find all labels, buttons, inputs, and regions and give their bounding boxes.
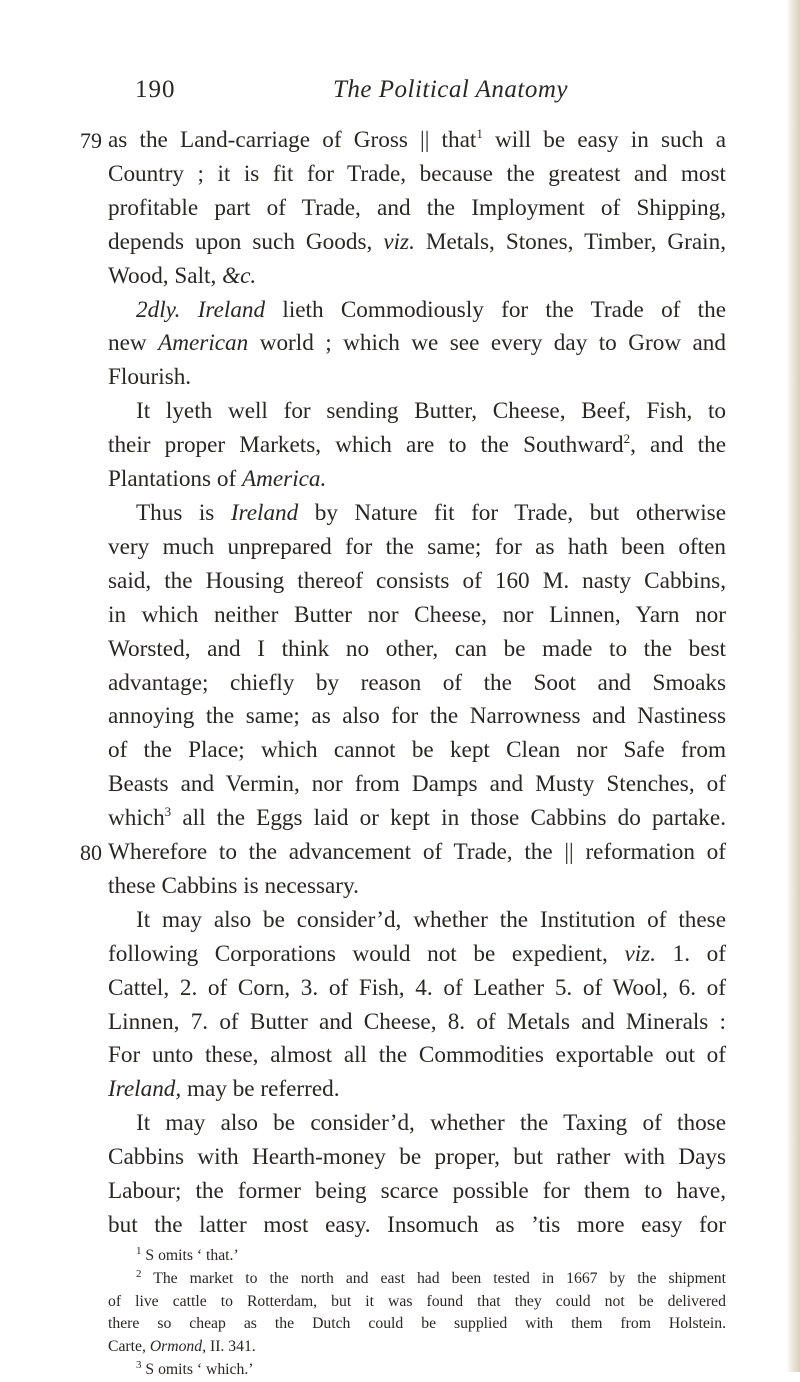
text-line: It may also be consider’d, whether the Taxing of those: [136, 1110, 726, 1137]
text-run: new: [108, 330, 159, 357]
footnote-2-line: [108, 1336, 726, 1359]
footnote-text: Carte,: [108, 1338, 150, 1356]
running-title: The Political Anatomy: [333, 76, 569, 103]
text-line: very much unprepared for the same; for as hath been often: [108, 533, 726, 560]
text-run: by Nature fit for Trade, but otherwise: [298, 499, 726, 526]
italic-text: viz.: [383, 228, 415, 255]
footnote-marker: 1: [136, 1245, 142, 1257]
text-line: Worsted, and I think no other, can be made to the best: [108, 635, 726, 662]
text-run: Plantations of: [108, 466, 242, 493]
text-line: [108, 497, 726, 531]
italic-text: 2dly. Ireland: [136, 296, 266, 323]
text-run: following Corporations would not be expedient,: [108, 940, 625, 967]
text-line: [108, 226, 726, 260]
text-line: Country ; it is fit for Trade, because the greatest and most: [108, 160, 726, 187]
footnote-ref-1: 1: [476, 126, 483, 141]
text-run: which: [108, 805, 165, 832]
italic-text: Ireland: [230, 499, 299, 526]
text-line: [108, 463, 726, 497]
text-line: Beasts and Vermin, nor from Damps and Musty Stenches, of: [108, 771, 726, 798]
footnote-1: [108, 1245, 726, 1268]
text-line: For unto these, almost all the Commodities exportable out of: [108, 1042, 726, 1069]
margin-number-80: 80: [80, 840, 102, 866]
text-line: [108, 1073, 726, 1107]
text-line: in which neither Butter nor Cheese, nor Linnen, Yarn nor: [108, 601, 726, 628]
italic-text: viz.: [624, 940, 657, 967]
text-line: [108, 294, 726, 328]
page-header: [135, 76, 735, 116]
footnote-3: [108, 1359, 726, 1382]
text-run: depends upon such Goods,: [108, 228, 384, 255]
text-run: lieth Commodiously for the Trade of the: [265, 296, 726, 323]
text-line: profitable part of Trade, and the Imployment of Shipping,: [108, 194, 726, 221]
text-run: 1. of: [656, 940, 726, 967]
text-line: [108, 802, 726, 836]
footnote-2-line: of live cattle to Rotterdam, but it was found that they could not be delivered: [108, 1292, 726, 1310]
text-run: Wherefore to the advancement of Trade, the || reformation of: [108, 839, 726, 866]
text-line: Cattel, 2. of Corn, 3. of Fish, 4. of Leather 5. of Wool, 6. of: [108, 974, 726, 1001]
text-line: [108, 429, 726, 463]
text-run: Thus is: [136, 499, 231, 526]
text-run: may be referred.: [181, 1076, 340, 1103]
text-line: these Cabbins is necessary.: [108, 872, 359, 899]
footnote-marker: 3: [136, 1358, 142, 1371]
text-line: but the latter most easy. Insomuch as ’tis more easy for: [108, 1212, 726, 1238]
text-line: Labour; the former being scarce possible for them to have,: [108, 1178, 726, 1205]
italic-text: Ormond,: [149, 1338, 207, 1356]
text-run: their proper Markets, which are to the Southward: [108, 432, 624, 459]
footnote-text: S omits ‘ which.’: [141, 1360, 254, 1378]
text-line: Cabbins with Hearth-money be proper, but rather with Days: [108, 1144, 726, 1171]
text-line: advantage; chiefly by reason of the Soot and Smoaks: [108, 669, 726, 696]
footnote-marker: 2: [136, 1267, 142, 1280]
footnote-text: II. 341.: [206, 1338, 256, 1356]
text-line: [80, 124, 726, 158]
text-run: Metals, Stones, Timber, Grain,: [414, 228, 726, 255]
text-run: , and the: [630, 432, 726, 459]
footnote-ref-3: 3: [164, 804, 172, 820]
text-run: world ; which we see every day to Grow and: [248, 330, 726, 357]
footnote-ref-2: 2: [623, 431, 631, 447]
main-text: [80, 124, 726, 1243]
text-run: Wood, Salt,: [108, 262, 223, 289]
italic-text: Ireland,: [108, 1076, 182, 1103]
footnote-2: [108, 1268, 726, 1291]
text-line: [108, 938, 726, 972]
text-line: Linnen, 7. of Butter and Cheese, 8. of Metals and Minerals :: [108, 1008, 726, 1035]
footnote-text: S omits ‘ that.’: [141, 1247, 239, 1264]
text-line: [108, 260, 726, 294]
text-line: of the Place; which cannot be kept Clean nor Safe from: [108, 737, 726, 764]
text-line: annoying the same; as also for the Narrowness and Nastiness: [108, 703, 726, 730]
text-line: [108, 327, 726, 361]
page-number: 190: [135, 76, 176, 103]
text-run: as the Land-carriage of Gross || that: [108, 127, 477, 153]
text-line: said, the Housing thereof consists of 160 M. nasty Cabbins,: [108, 567, 726, 594]
margin-number-79: 79: [80, 128, 102, 153]
italic-text: &c.: [222, 262, 257, 289]
italic-text: America.: [241, 466, 327, 493]
italic-text: American: [158, 330, 249, 357]
text-line: It lyeth well for sending Butter, Cheese, Beef, Fish, to: [136, 398, 726, 425]
footnote-2-line: there so cheap as the Dutch could be supplied with them from Holstein.: [108, 1315, 726, 1333]
text-line: Flourish.: [108, 364, 192, 391]
footnote-text: The market to the north and east had been tested in 1667 by the shipment: [141, 1269, 726, 1287]
text-line: It may also be consider’d, whether the Institution of these: [136, 906, 726, 933]
page-edge-shadow: [786, 0, 800, 1372]
text-run: will be easy in such a: [482, 127, 726, 153]
text-run: all the Eggs laid or kept in those Cabbins do partake.: [171, 805, 726, 832]
text-line: [80, 836, 726, 870]
footnotes: [108, 1245, 726, 1382]
